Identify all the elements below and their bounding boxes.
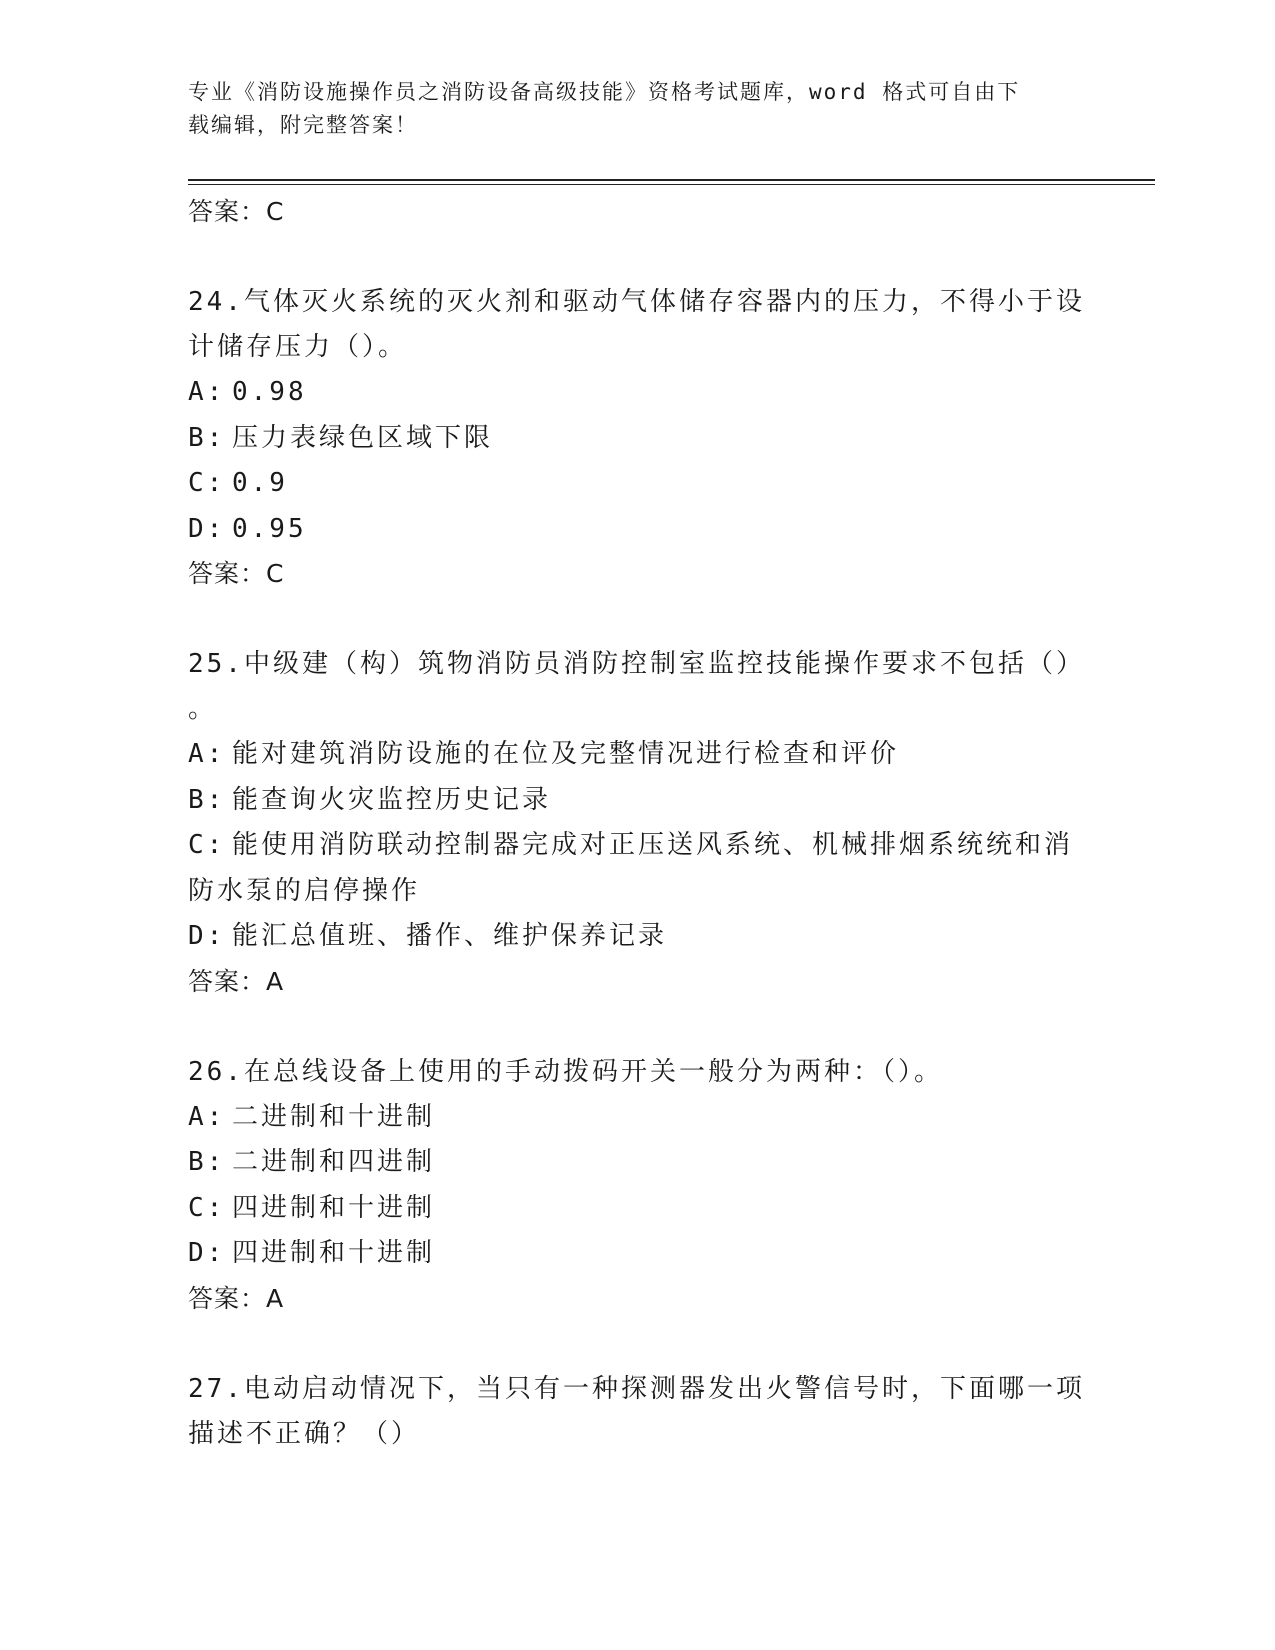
option-d	[188, 914, 1088, 960]
option-c	[188, 1186, 1088, 1232]
answer: 答案：A	[188, 966, 285, 996]
option-letter: B:	[188, 1147, 226, 1177]
header-line-2: 载编辑，附完整答案！	[188, 113, 418, 137]
option-letter: D:	[188, 513, 226, 544]
spacer	[188, 1321, 1088, 1367]
option-letter: A:	[188, 1101, 226, 1132]
header-line-1: 专业《消防设施操作员之消防设备高级技能》资格考试题库，word 格式可自由下	[188, 80, 1021, 104]
spacer	[188, 234, 1088, 280]
option-text: 能汇总值班、播作、维护保养记录	[232, 921, 668, 951]
question-text-line: 25.中级建（构）筑物消防员消防控制室监控技能操作要求不包括（）	[188, 649, 1085, 679]
option-a	[188, 1095, 1088, 1141]
option-b	[188, 416, 1088, 462]
question-text-line: 描述不正确？（）	[188, 1418, 421, 1449]
option-text: 压力表绿色区域下限	[232, 422, 494, 453]
option-letter: D:	[188, 1238, 226, 1268]
question-25	[188, 642, 1088, 1004]
answer-prev: 答案：C	[188, 197, 285, 226]
option-a	[188, 370, 1088, 416]
option-letter: A:	[188, 377, 226, 407]
option-a	[188, 732, 1088, 778]
question-26	[188, 1050, 1088, 1321]
option-d	[188, 507, 1088, 553]
option-text: 四进制和十进制	[232, 1238, 436, 1268]
option-d	[188, 1231, 1088, 1277]
question-24	[188, 280, 1088, 596]
option-letter: B:	[188, 422, 226, 453]
option-text: 能使用消防联动控制器完成对正压送风系统、机械排烟系统统和消	[232, 830, 1074, 860]
document-header	[188, 76, 1068, 142]
question-27	[188, 1367, 1088, 1457]
option-text: 四进制和十进制	[232, 1192, 436, 1223]
option-letter: C:	[188, 830, 226, 860]
option-b	[188, 1140, 1088, 1186]
question-text-line: 26.在总线设备上使用的手动拨码开关一般分为两种：（）。	[188, 1056, 943, 1087]
option-text: 0.9	[232, 468, 288, 498]
spacer	[188, 596, 1088, 642]
option-letter: C:	[188, 1192, 226, 1223]
header-rule-thin	[188, 184, 1155, 185]
option-text: 二进制和四进制	[232, 1147, 436, 1177]
header-rule-thick	[188, 179, 1155, 181]
option-text: 0.95	[232, 513, 307, 544]
option-b	[188, 778, 1088, 824]
option-text: 0.98	[232, 377, 307, 407]
option-letter: B:	[188, 784, 226, 815]
option-text: 二进制和十进制	[232, 1101, 436, 1132]
option-c-continued: 防水泵的启停操作	[188, 875, 421, 906]
option-letter: C:	[188, 468, 226, 498]
option-c	[188, 461, 1088, 507]
question-text-line: 27.电动启动情况下，当只有一种探测器发出火警信号时，下面哪一项	[188, 1373, 1085, 1404]
question-text-line: 24.气体灭火系统的灭火剂和驱动气体储存容器内的压力，不得小于设	[188, 287, 1085, 317]
option-letter: A:	[188, 739, 226, 769]
option-letter: D:	[188, 921, 226, 951]
option-text: 能对建筑消防设施的在位及完整情况进行检查和评价	[232, 739, 900, 769]
option-c	[188, 823, 1088, 869]
answer: 答案：A	[188, 1283, 285, 1313]
question-text-line: 计储存压力（）。	[188, 332, 408, 362]
question-text-line: 。	[188, 694, 218, 724]
answer: 答案：C	[188, 559, 285, 588]
option-text: 能查询火灾监控历史记录	[232, 784, 552, 815]
spacer	[188, 1004, 1088, 1050]
question-list	[188, 190, 1088, 1457]
